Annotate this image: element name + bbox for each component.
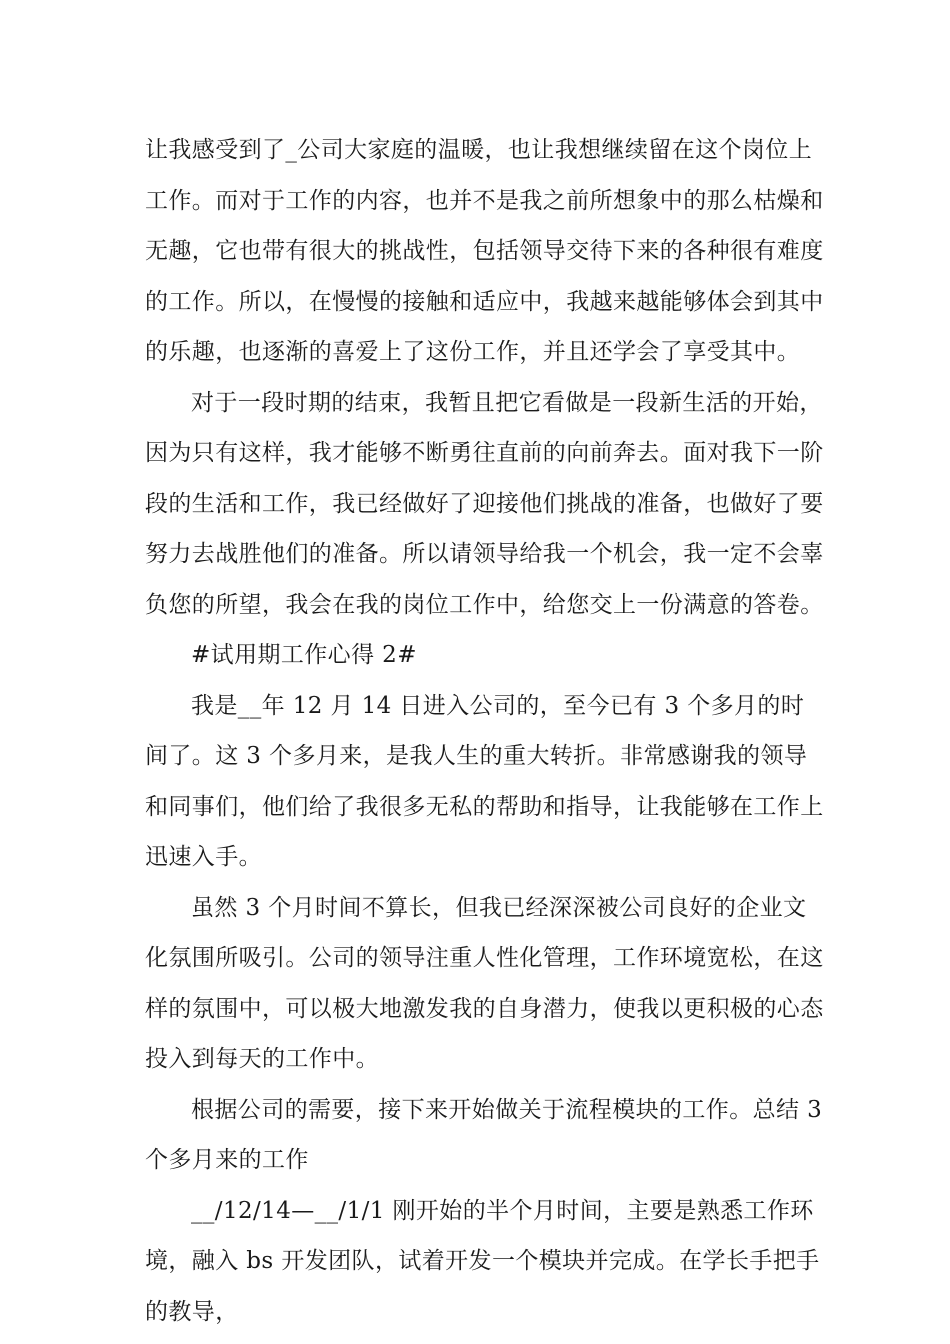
paragraph-joining: 我是__年 12 月 14 日进入公司的，至今已有 3 个多月的时间了。这 3 个多月来，是我人生的重大转折。非常感谢我的领导和同事们，他们给了我很多无私的帮助和指导，让我能够在工作上迅速入手。 [145, 692, 824, 870]
paragraph-process-module: 根据公司的需要，接下来开始做关于流程模块的工作。总结 3 个多月来的工作 [145, 1096, 823, 1173]
paragraph-continuation: 让我感受到了_公司大家庭的温暖，也让我想继续留在这个岗位上工作。而对于工作的内容，也并不是我之前所想象中的那么枯燥和无趣，它也带有很大的挑战性，包括领导交待下来的各种很有难度的工作。所以，在慢慢的接触和适应中，我越来越能够体会到其中的乐趣，也逐渐的喜爱上了这份工作，并且还学会了享受其中。 [145, 137, 824, 365]
document-body [145, 125, 825, 1337]
section-heading: #试用期工作心得 2# [191, 642, 417, 668]
paragraph-timeline: __/12/14—__/1/1 刚开始的半个月时间，主要是熟悉工作环境，融入 bs 开发团队，试着开发一个模块并完成。在学长手把手的教导， [145, 1197, 820, 1325]
paragraph-new-life: 对于一段时期的结束，我暂且把它看做是一段新生活的开始，因为只有这样，我才能够不断勇往直前的向前奔去。面对我下一阶段的生活和工作，我已经做好了迎接他们挑战的准备，也做好了要努力去战胜他们的准备。所以请领导给我一个机会，我一定不会辜负您的所望，我会在我的岗位工作中，给您交上一份满意的答卷。 [145, 389, 824, 618]
paragraph-culture: 虽然 3 个月时间不算长，但我已经深深被公司良好的企业文化氛围所吸引。公司的领导注重人性化管理，工作环境宽松，在这样的氛围中，可以极大地激发我的自身潜力，使我以更积极的心态投入到每天的工作中。 [145, 894, 824, 1072]
